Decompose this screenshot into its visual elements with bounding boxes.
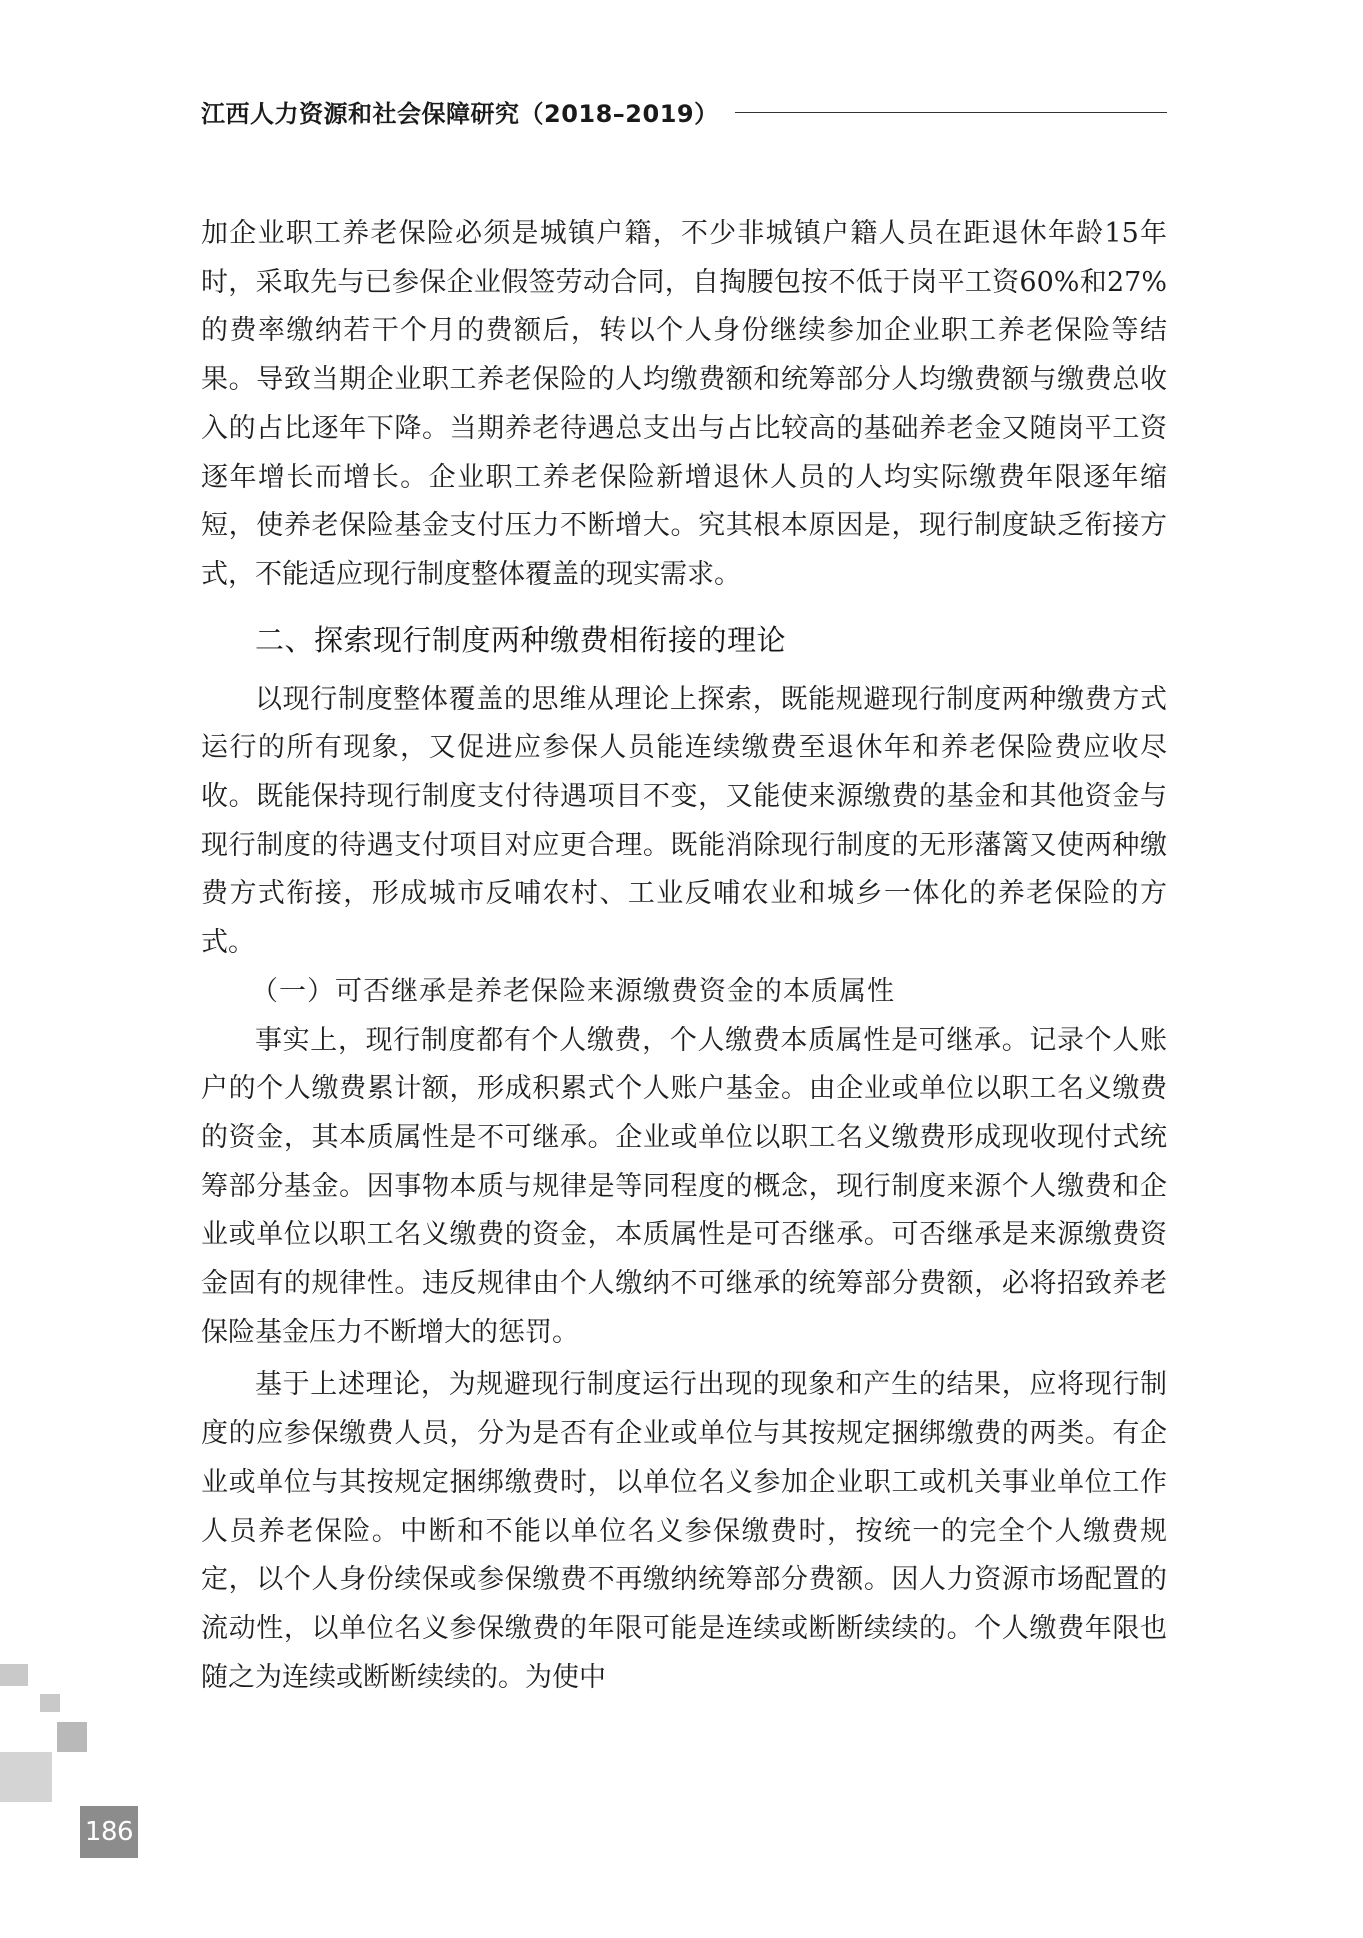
decor-square — [0, 1752, 52, 1802]
paragraph-continued: 加企业职工养老保险必须是城镇户籍，不少非城镇户籍人员在距退休年龄15年时，采取先与已参保企业假签劳动合同，自掏腰包按不低于岗平工资60%和27%的费率缴纳若干个月的费额后，转以个人身份继续参加企业职工养老保险等结果。导致当期企业职工养老保险的人均缴费额和统筹部分人均缴费额与缴费总收入的占比逐年下降。当期养老待遇总支出与占比较高的基础养老金又随岗平工资逐年增长而增长。企业职工养老保险新增退休人员的人均实际缴费年限逐年缩短，使养老保险基金支付压力不断增大。究其根本原因是，现行制度缺乏衔接方式，不能适应现行制度整体覆盖的现实需求。 — [201, 218, 1167, 590]
page-number-box — [80, 1806, 138, 1858]
running-header — [201, 86, 1167, 136]
decor-square — [0, 1664, 28, 1686]
section-heading: 二、探索现行制度两种缴费相衔接的理论 — [255, 622, 787, 657]
decor-square — [57, 1722, 87, 1752]
paragraph: 基于上述理论，为规避现行制度运行出现的现象和产生的结果，应将现行制度的应参保缴费人员，分为是否有企业或单位与其按规定捆绑缴费的两类。有企业或单位与其按规定捆绑缴费时，以单位名义参加企业职工或机关事业单位工作人员养老保险。中断和不能以单位名义参保缴费时，按统一的完全个人缴费规定，以个人身份续保或参保缴费不再缴纳统筹部分费额。因人力资源市场配置的流动性，以单位名义参保缴费的年限可能是连续或断断续续的。个人缴费年限也随之为连续或断断续续的。为使中 — [201, 1369, 1167, 1693]
paragraph: 以现行制度整体覆盖的思维从理论上探索，既能规避现行制度两种缴费方式运行的所有现象，又促进应参保人员能连续缴费至退休年和养老保险费应收尽收。既能保持现行制度支付待遇项目不变，又能使来源缴费的基金和其他资金与现行制度的待遇支付项目对应更合理。既能消除现行制度的无形藩篱又使两种缴费方式衔接，形成城市反哺农村、工业反哺农业和城乡一体化的养老保险的方式。 — [201, 683, 1167, 959]
running-title: 江西人力资源和社会保障研究（2018–2019） — [201, 99, 719, 128]
page-number: 186 — [84, 1817, 134, 1847]
decor-square — [40, 1694, 60, 1712]
paragraph: 事实上，现行制度都有个人缴费，个人缴费本质属性是可继承。记录个人账户的个人缴费累计额，形成积累式个人账户基金。由企业或单位以职工名义缴费的资金，其本质属性是不可继承。企业或单位以职工名义缴费形成现收现付式统筹部分基金。因事物本质与规律是等同程度的概念，现行制度来源个人缴费和企业或单位以职工名义缴费的资金，本质属性是可否继承。可否继承是来源缴费资金固有的规律性。违反规律由个人缴纳不可继承的统筹部分费额，必将招致养老保险基金压力不断增大的惩罚。 — [201, 1024, 1167, 1348]
header-rule — [735, 112, 1167, 113]
body-text — [201, 210, 1167, 1702]
subsection-heading: （一）可否继承是养老保险来源缴费资金的本质属性 — [251, 975, 895, 1007]
